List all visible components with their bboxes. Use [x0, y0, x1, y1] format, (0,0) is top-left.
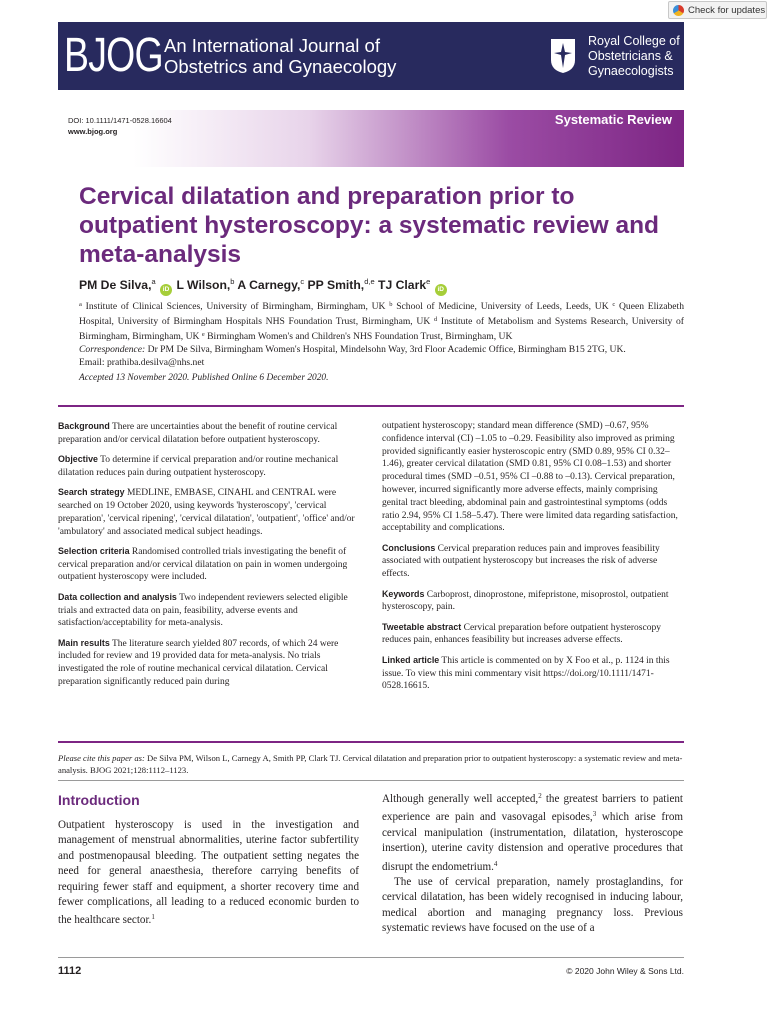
bjog-logo: BJOG [64, 29, 163, 82]
intro-paragraph-2: Although generally well accepted,$^2$ the greatest barriers to patient experience are pain and vasovagal episodes,$^3$ which arise from cervical manipulation (instrumentation, dilatation, hysteroscope insertion), uterine cavity distension and operative procedures that disrupt the endometrium.$^4$ [382, 792, 684, 873]
orcid-icon[interactable]: iD [435, 284, 447, 296]
introduction-heading: Introduction [58, 792, 140, 808]
journal-name-line1: An International Journal of [164, 35, 380, 56]
author: L Wilson,$^b$ [176, 277, 235, 292]
check-for-updates-button[interactable] [668, 1, 767, 19]
author: PP Smith,$^{d,e}$ [307, 277, 375, 292]
abstract-objective: Objective To determine if cervical preparation and/or routine mechanical dilatation reduces pain during outpatient hysteroscopy. [58, 454, 339, 478]
correspondence: Dr PM De Silva, Birmingham Women's Hospital, Mindelsohn Way, 3rd Floor Academic Office, Birmingham B15 2TG, UK. [145, 344, 626, 355]
abstract-conclusions: Conclusions Cervical preparation reduces pain and improves feasibility associated with outpatient hysteroscopy but increases the risk of adverse effects. [382, 542, 660, 580]
abstract-left-column [58, 420, 358, 695]
citation-rule [58, 780, 684, 781]
author: TJ Clark$^e$ [378, 277, 431, 292]
footer-rule [58, 957, 684, 958]
journal-name-line2: Obstetrics and Gynaecology [164, 56, 397, 77]
abstract-right-column [382, 420, 682, 700]
article-title: Cervical dilatation and preparation prior to outpatient hysteroscopy: a systematic review and meta-analysis [79, 183, 660, 268]
intro-paragraph-1: Outpatient hysteroscopy is used in the investigation and management of menstrual abnormalities, uterine factor subfertility and postmenopausal bleeding. The outpatient setting negates the need for general anaesthesia, therefore carrying benefits of requiring fewer staff and equipment, a shorter recovery time and fewer complications, all leading to a reduced economic burden to the healthcare sector.$^1$ [58, 819, 359, 927]
abstract-background: Background There are uncertainties about the benefit of routine cervical preparation and/or cervical dilatation before outpatient hysteroscopy. [58, 421, 338, 445]
abstract-top-rule [58, 405, 684, 407]
abstract-linked-article[interactable]: Linked article This article is commented on by X Foo et al., p. 1124 in this issue. To view this mini commentary visit https://doi.org/10.1111/1471-0528.16615. [382, 654, 670, 692]
affiliations: $^a$ Institute of Clinical Sciences, University of Birmingham, Birmingham, UK $^b$ School of Medicine, University of Leeds, Leeds, UK $^c$ Queen Elizabeth Hospital, University of Birmingham Hospitals NHS Foundation Trust, Birmingham, UK $^d$ Institute of Metabolism and Systems Research, University of Birmingham, Birmingham, UK $^e$ Birmingham Women's and Children's NHS Foundation Trust, Birmingham, UK Correspondence: Dr PM De Silva, Birmingham Women's Hospital, Mindelsohn Way, 3rd Floor Academic Office, Birmingham B15 2TG, UK. Email: prathiba.desilva@nhs.net [79, 301, 684, 368]
abstract-bottom-rule [58, 741, 684, 743]
abstract-data-collection: Data collection and analysis Two independent reviewers selected eligible trials and extracted data on pain, feasibility, adverse events and satisfaction/acceptability for meta-analysis. [58, 591, 348, 629]
abstract-main-results-continued: outpatient hysteroscopy; standard mean difference (SMD) –0.67, 95% confidence interval (CI) –1.05 to –0.29. Feasibility also improved as priming provided significantly easier hysteroscopic entry (SMD 0.89, 95% CI 0.32–1.46), greater cervical dilatation (SMD 0.81, 95% CI 0.08–1.53) and shorter procedural times (SMD –0.51, 95% CI –0.88 to –0.13). Cervical preparation, however, incurred significantly more adverse effects, mainly comprising genital tract bleeding, abdominal pain and gastrointestinal symptoms (odds ratio 2.94, 95% CI 1.58–5.47). There were limited data regarding satisfaction, acceptability and complications. [382, 421, 678, 534]
body-left-column [58, 818, 359, 929]
correspondence-label: Correspondence: [79, 344, 146, 355]
college-name [588, 34, 680, 79]
journal-name [164, 35, 396, 77]
check-for-updates-label: Check for updates [688, 4, 766, 16]
journal-url[interactable]: www.bjog.org [68, 127, 118, 136]
abstract-search-strategy: Search strategy MEDLINE, EMBASE, CINAHL and CENTRAL were searched on 19 October 2020, using keywords 'hysteroscopy', 'cervical preparation', 'cervical ripening', 'cervical dilatation', 'outpatient', 'office' and/or 'ambulatory' and associated medical subject headings. [58, 487, 355, 537]
abstract-main-results: Main results The literature search yielded 807 records, of which 24 were included for review and 19 provided data for meta-analysis. No trials investigated the role of routine mechanical cervical dilatation. Cervical preparation significantly reduced pain during [58, 637, 339, 688]
abstract-tweetable: Tweetable abstract Cervical preparation before outpatient hysteroscopy reduces pain, enhances feasibility but increases adverse effects. [382, 621, 661, 646]
copyright: © 2020 John Wiley & Sons Ltd. [566, 966, 684, 976]
article-type: Systematic Review [554, 112, 672, 127]
email[interactable]: Email: prathiba.desilva@nhs.net [79, 357, 205, 368]
author-list [79, 277, 448, 296]
body-right-column [382, 789, 683, 937]
accepted-date: Accepted 13 November 2020. Published Online 6 December 2020. [79, 373, 329, 383]
page-number: 1112 [58, 965, 82, 977]
doi-block [68, 115, 172, 137]
college-name-line2: Obstetricians & [588, 49, 673, 63]
author: PM De Silva,$^a$ [79, 277, 156, 292]
author: A Carnegy,$^c$ [237, 277, 305, 292]
college-name-line3: Gynaecologists [588, 64, 674, 78]
citation: Please cite this paper as: De Silva PM, Wilson L, Carnegy A, Smith PP, Clark TJ. Cervical dilatation and preparation prior to outpatient hysteroscopy: a systematic review and meta-analysis. BJOG 2021;128:1112–1123. [58, 753, 683, 775]
intro-paragraph-3: The use of cervical preparation, namely prostaglandins, for cervical dilatation, has been widely recognised in inducing labour, medical abortion and managing pregnancy loss. Previous systematic reviews have focused on the use of a [382, 876, 683, 935]
doi: DOI: 10.1111/1471-0528.16604 [68, 116, 172, 125]
orcid-icon[interactable]: iD [160, 284, 172, 296]
abstract-keywords: Keywords Carboprost, dinoprostone, mifepristone, misoprostol, outpatient hysteroscopy, pain. [382, 588, 669, 613]
college-name-line1: Royal College of [588, 34, 680, 48]
rcog-crest-icon [550, 38, 576, 74]
abstract-selection-criteria: Selection criteria Randomised controlled trials investigating the benefit of cervical preparation and/or cervical dilatation on pain in women undergoing outpatient hysteroscopy were included. [58, 545, 348, 583]
crossmark-icon [673, 5, 684, 16]
journal-banner [58, 22, 684, 90]
